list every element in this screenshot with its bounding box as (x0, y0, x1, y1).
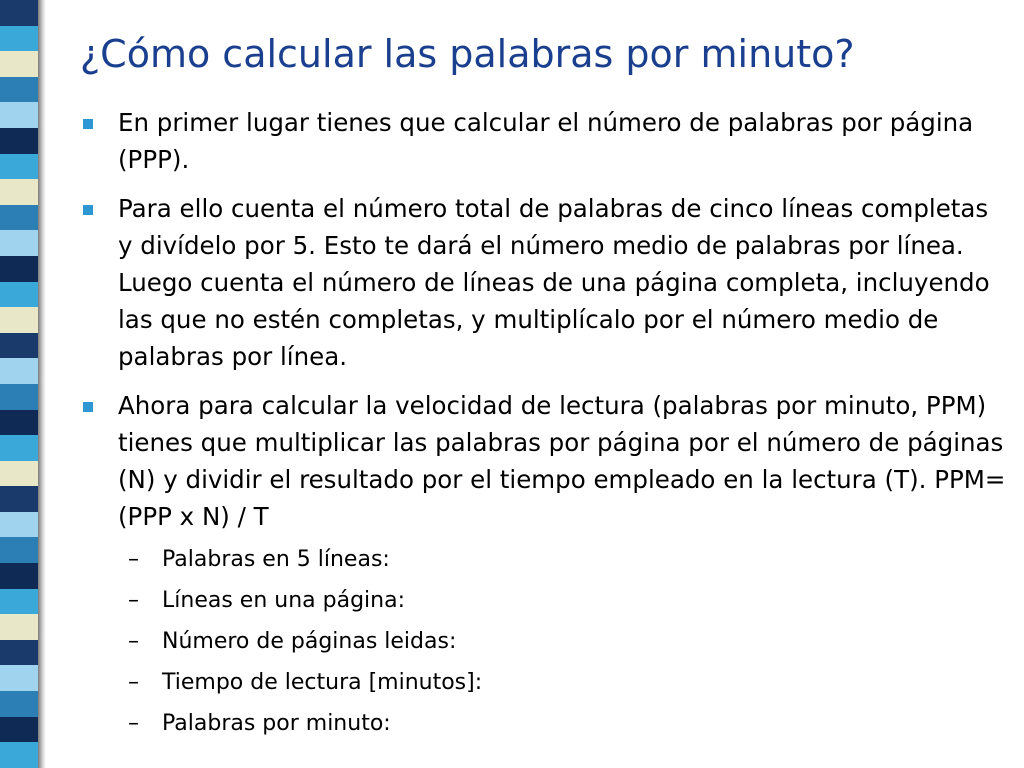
stripe-segment (0, 563, 38, 589)
stripe-segment (0, 640, 38, 666)
sub-item-text: Número de páginas leidas: (162, 629, 457, 654)
stripe-segment (0, 435, 38, 461)
stripe-segment (0, 128, 38, 154)
stripe-segment (0, 742, 38, 768)
stripe-segment (0, 77, 38, 103)
stripe-segment (0, 230, 38, 256)
stripe-segment (0, 205, 38, 231)
stripe-segment (0, 410, 38, 436)
stripe-segment (0, 307, 38, 333)
bullet-text: Para ello cuenta el número total de palabras de cinco líneas completas y divídelo por 5. Esto te dará el número medio de palabras por línea. Luego cuenta el número de líneas de una página completa, incluyendo las que no estén completas, y multiplícalo por el número medio de palabras por línea. (118, 194, 990, 371)
dash-marker: – (128, 629, 139, 654)
stripe-segment (0, 461, 38, 487)
stripe-segment (0, 358, 38, 384)
stripe-segment (0, 154, 38, 180)
sub-item (80, 662, 1010, 703)
slide-content (80, 104, 1010, 744)
sub-item-list (80, 539, 1010, 744)
stripe-segment (0, 486, 38, 512)
stripe-segment (0, 51, 38, 77)
sub-item-text: Palabras en 5 líneas: (162, 547, 390, 572)
stripe-segment (0, 512, 38, 538)
stripe-segment (0, 0, 38, 26)
stripe-segment (0, 691, 38, 717)
stripe-shadow (38, 0, 46, 768)
sub-item-text: Palabras por minuto: (162, 711, 391, 736)
sub-item (80, 703, 1010, 744)
square-bullet-icon (83, 119, 93, 129)
sub-item (80, 621, 1010, 662)
stripe-segment (0, 179, 38, 205)
stripe-segment (0, 333, 38, 359)
square-bullet-icon (83, 205, 93, 215)
dash-marker: – (128, 711, 139, 736)
stripe-segment (0, 384, 38, 410)
bullet-item (80, 104, 1010, 178)
bullet-text: En primer lugar tienes que calcular el número de palabras por página (PPP). (118, 108, 974, 174)
dash-marker: – (128, 547, 139, 572)
bullet-text: Ahora para calcular la velocidad de lectura (palabras por minuto, PPM) tienes que multiplicar las palabras por página por el número de páginas (N) y dividir el resultado por el tiempo empleado en la lectura (T). PPM=(PPP x N) / T (118, 391, 1006, 531)
stripe-segment (0, 256, 38, 282)
square-bullet-icon (83, 402, 93, 412)
bullet-item (80, 387, 1010, 535)
stripe-segment (0, 26, 38, 52)
stripe-segment (0, 537, 38, 563)
sub-item-text: Líneas en una página: (162, 588, 405, 613)
stripe-segment (0, 282, 38, 308)
sub-item (80, 539, 1010, 580)
bullet-item (80, 190, 1010, 375)
stripe-segment (0, 589, 38, 615)
dash-marker: – (128, 588, 139, 613)
stripe-segment (0, 102, 38, 128)
sub-item-text: Tiempo de lectura [minutos]: (162, 670, 483, 695)
sub-item (80, 580, 1010, 621)
stripe-segment (0, 717, 38, 743)
stripe-segment (0, 665, 38, 691)
slide-title: ¿Cómo calcular las palabras por minuto? (80, 32, 855, 76)
stripe-segment (0, 614, 38, 640)
dash-marker: – (128, 670, 139, 695)
